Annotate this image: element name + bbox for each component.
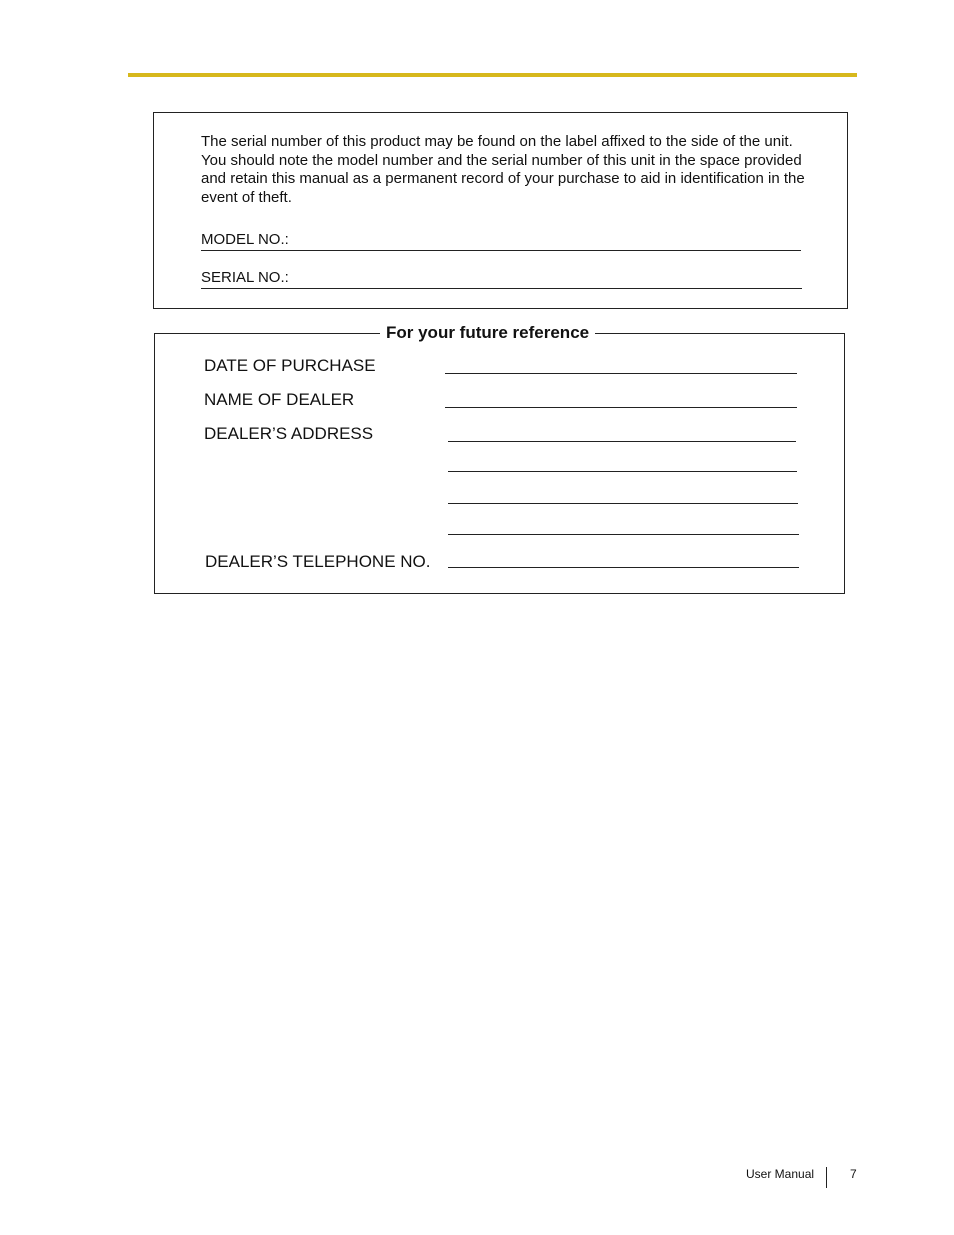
dealer-phone-label: DEALER’S TELEPHONE NO. bbox=[205, 552, 431, 571]
footer-manual-label: User Manual bbox=[746, 1167, 815, 1181]
page-number: 7 bbox=[850, 1167, 857, 1181]
serial-notice-text: The serial number of this product may be found on the label affixed to the side of the unit. You should note the model number and the serial number of this unit in the space provided and retain this manual as a permanent record of your purchase to aid in identification in the event of theft. bbox=[201, 133, 805, 207]
serial-number-line bbox=[201, 288, 802, 289]
footer-divider bbox=[826, 1167, 827, 1188]
dealer-address-line bbox=[448, 534, 799, 535]
dealer-phone-line bbox=[448, 567, 799, 568]
date-of-purchase-label: DATE OF PURCHASE bbox=[204, 356, 376, 375]
date-of-purchase-line bbox=[445, 373, 797, 374]
dealer-address-line bbox=[448, 503, 798, 504]
dealer-address-label: DEALER’S ADDRESS bbox=[204, 424, 374, 443]
serial-number-notice-box bbox=[153, 112, 848, 309]
dealer-name-line bbox=[445, 407, 797, 408]
future-reference-box bbox=[154, 323, 845, 594]
serial-number-field bbox=[201, 265, 802, 289]
dealer-address-line bbox=[448, 471, 797, 472]
model-number-label: MODEL NO.: bbox=[201, 231, 289, 248]
serial-number-label: SERIAL NO.: bbox=[201, 269, 289, 286]
future-reference-title: For your future reference bbox=[380, 322, 595, 344]
dealer-name-label: NAME OF DEALER bbox=[204, 390, 355, 409]
header-accent-bar bbox=[128, 73, 857, 77]
dealer-address-line bbox=[448, 441, 796, 442]
model-number-line bbox=[201, 250, 801, 251]
model-number-field bbox=[201, 227, 801, 251]
